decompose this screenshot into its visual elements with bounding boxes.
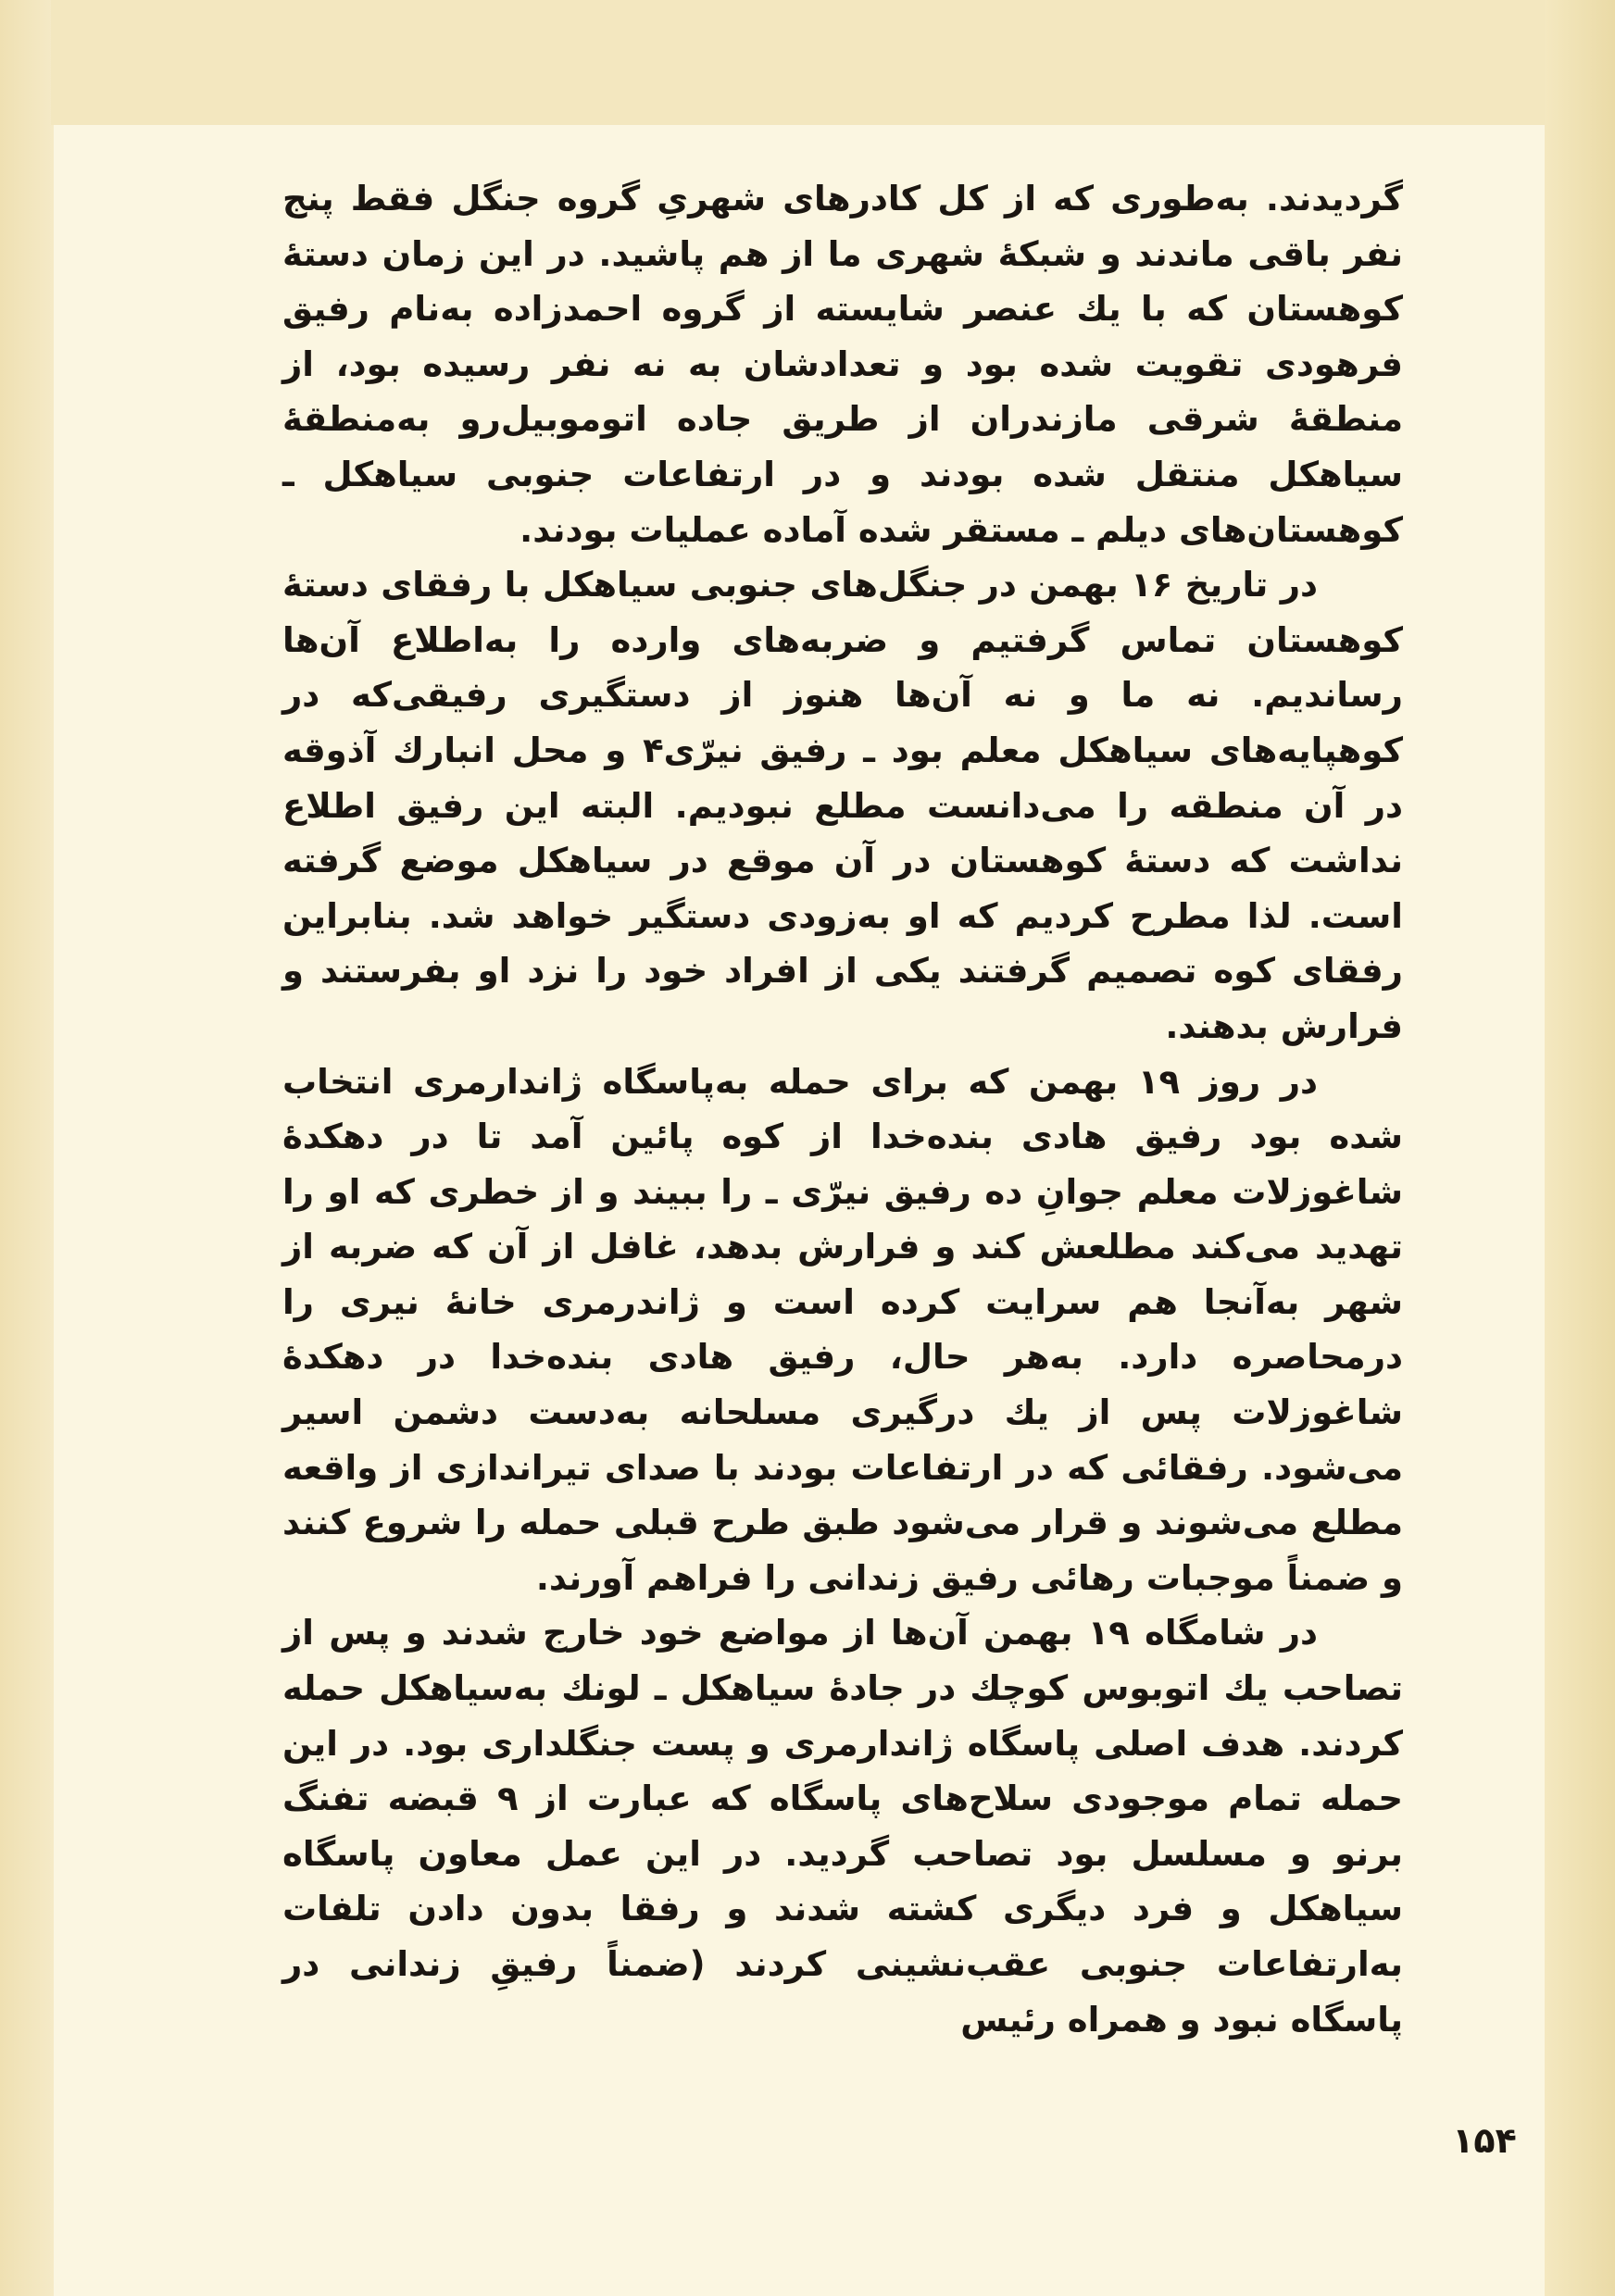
body-text [282, 171, 1403, 2047]
paragraph-2: در تاریخ ۱۶ بهمن در جنگل‌های جنوبی سیاهکل با رفقای دستهٔ کوهستان تماس گرفتیم و ضربه‌های وارده را به‌اطلاع آن‌ها رساندیم. نه ما و نه آن‌ها هنوز از دستگیری رفیقی‌که در کوهپایه‌های سیاهکل معلم بود ـ رفیق نیرّی۴ و محل انبارك آذوقه در آن منطقه را می‌دانست مطلع نبودیم. البته این رفیق اطلاع نداشت که دستهٔ کوهستان در آن موقع در سیاهکل موضع گرفته است. لذا مطرح کردیم که او به‌زودی دستگیر خواهد شد. بنابراین رفقای کوه تصمیم گرفتند یکی از افراد خود را نزد او بفرستند و فرارش بدهند. [282, 565, 1403, 1046]
paragraph-4: در شامگاه ۱۹ بهمن آن‌ها از مواضع خود خارج شدند و پس از تصاحب یك اتوبوس کوچك در جادهٔ سیاهکل ـ لونك به‌سیاهکل حمله کردند. هدف اصلی پاسگاه ژاندارمری و پست جنگلداری بود. در این حمله تمام موجودی سلاح‌های پاسگاه که عبارت از ۹ قبضه تفنگ برنو و مسلسل بود تصاحب گردید. در این عمل معاون پاسگاه سیاهکل و فرد دیگری کشته شدند و رفقا بدون دادن تلفات به‌ارتفاعات جنوبی عقب‌نشینی کردند (ضمناً رفیقِ زندانی در پاسگاه نبود و همراه رئیس [282, 1613, 1403, 2040]
page-number: ۱۵۴ [1452, 2120, 1517, 2161]
page-top-strip [51, 0, 1570, 125]
page-right-edge [1545, 0, 1615, 2296]
paragraph-3: در روز ۱۹ بهمن که برای حمله به‌پاسگاه ژاندارمری انتخاب شده بود رفیق هادی بنده‌خدا از کوه پائین آمد تا در دهکدهٔ شاغوزلات معلم جوانِ ده رفیق نیرّی ـ را ببیند و از خطری که او را تهدید می‌کند مطلعش کند و فرارش بدهد، غافل از آن که ضربه از شهر به‌آنجا هم سرایت کرده است و ژاندرمری خانهٔ نیری را درمحاصره دارد. به‌هر حال، رفیق هادی بنده‌خدا در دهکدهٔ شاغوزلات پس از یك درگیری مسلحانه به‌دست دشمن اسیر می‌شود. رفقائی که در ارتفاعات بودند با صدای تیراندازی از واقعه مطلع می‌شوند و قرار می‌شود طبق طرح قبلی حمله را شروع کنند و ضمناً موجبات رهائی رفیق زندانی را فراهم آورند. [282, 1061, 1403, 1598]
page-left-edge [0, 0, 54, 2296]
paragraph-1: گردیدند. به‌طوری که از کل کادرهای شهریِ گروه جنگل فقط پنج نفر باقی ماندند و شبکهٔ شهری ما از هم پاشید. در این زمان دستهٔ کوهستان که با یك عنصر شایسته از گروه احمدزاده به‌نام رفیق فرهودی تقویت شده بود و تعدادشان به نه نفر رسیده بود، از منطقهٔ شرقی مازندران از طریق جاده اتوموبیل‌رو به‌منطقهٔ سیاهکل منتقل شده بودند و در ارتفاعات جنوبی سیاهکل ـ کوهستان‌های دیلم ـ مستقر شده آماده عملیات بودند. [282, 179, 1403, 550]
